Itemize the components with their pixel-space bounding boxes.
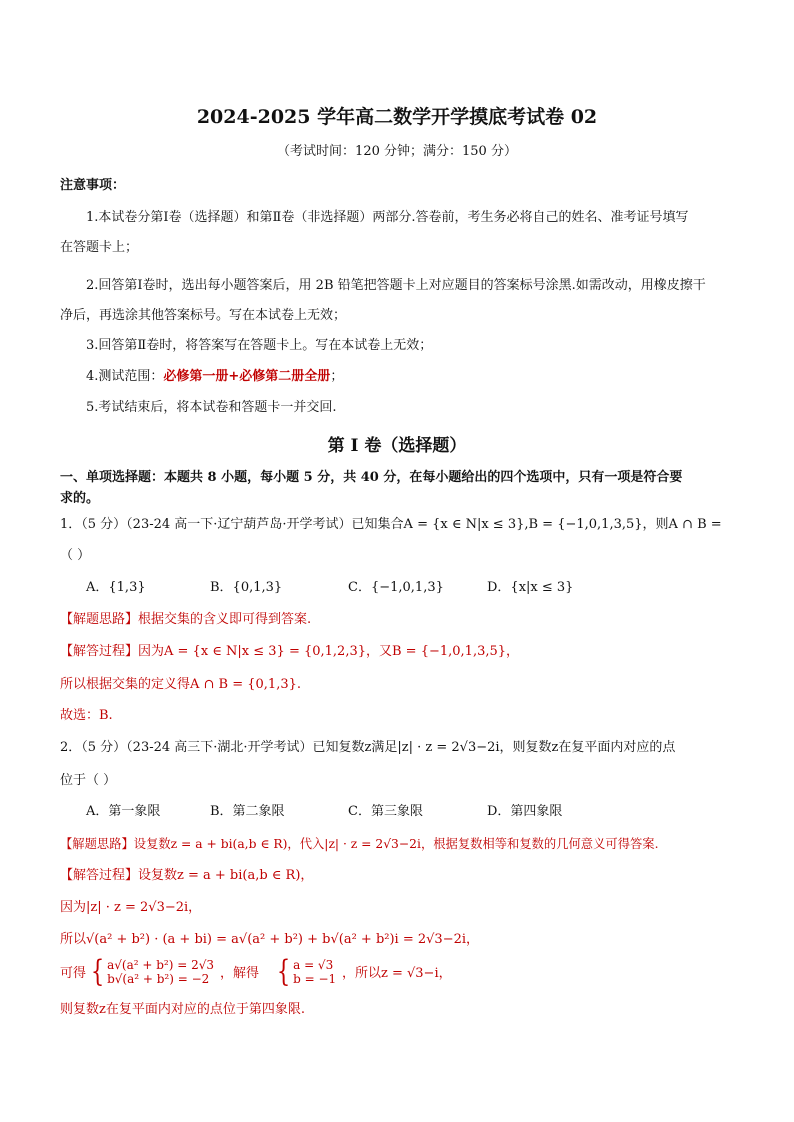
note-item-4-prefix: 4.测试范围： bbox=[86, 369, 164, 384]
q1-option-c: C．{−1,0,1,3} bbox=[348, 580, 444, 595]
note-item-4 bbox=[86, 367, 754, 387]
q2-system-prefix: 可得 bbox=[60, 966, 87, 981]
q2-option-b: B．第二象限 bbox=[210, 804, 285, 819]
note-item-3: 3.回答第Ⅱ卷时，将答案写在答题卡上。写在本试卷上无效； bbox=[86, 338, 433, 353]
left-brace-icon: { bbox=[276, 954, 291, 989]
notes-heading: 注意事项： bbox=[60, 178, 126, 193]
q2-solution-process: 【解答过程】设复数z = a + bi(a,b ∈ R)， bbox=[60, 868, 314, 883]
q2-stem-cont: 位于（ ） bbox=[60, 773, 117, 788]
q2-solution-step: 因为|z| · z = 2√3−2i， bbox=[60, 900, 202, 915]
q2-result: ，所以z = √3−i， bbox=[342, 966, 452, 981]
q2-solution-row-1: a = √3 bbox=[293, 958, 334, 972]
q1-solution-process-cont: 所以根据交集的定义得A ∩ B = {0,1,3}. bbox=[60, 677, 302, 692]
q2-system-line bbox=[60, 954, 754, 990]
note-item-1: 1.本试卷分第Ⅰ卷（选择题）和第Ⅱ卷（非选择题）两部分.答卷前，考生务必将自己的姓名、准考证号填写 bbox=[86, 210, 689, 225]
q2-stem: 2．（5 分）（23-24 高三下·湖北·开学考试）已知复数z满足|z| · z = 2√3−2i，则复数z在复平面内对应的点 bbox=[60, 740, 676, 755]
note-item-2-cont: 净后，再选涂其他答案标号。写在本试卷上无效； bbox=[60, 308, 347, 323]
q2-equation-system bbox=[88, 954, 214, 989]
note-item-2: 2.回答第Ⅰ卷时，选出每小题答案后，用 2B 铅笔把答题卡上对应题目的答案标号涂黑.如需改动，用橡皮擦干 bbox=[86, 278, 706, 293]
q2-solution-idea: 【解题思路】设复数z = a + bi(a,b ∈ R)，代入|z| · z = 2√3−2i，根据复数相等和复数的几何意义可得答案. bbox=[60, 837, 659, 851]
note-item-1-cont: 在答题卡上； bbox=[60, 240, 139, 255]
q2-solve-prefix: ，解得 bbox=[220, 966, 260, 981]
q1-option-d: D．{x|x ≤ 3} bbox=[487, 580, 574, 595]
section-intro: 一、单项选择题：本题共 8 小题，每小题 5 分，共 40 分，在每小题给出的四个选项中，只有一项是符合要 bbox=[60, 470, 683, 485]
q2-conclusion: 则复数z在复平面内对应的点位于第四象限. bbox=[60, 1002, 305, 1017]
page-subtitle: （考试时间：120 分钟；满分：150 分） bbox=[277, 144, 517, 159]
section-title: 第 I 卷（选择题） bbox=[327, 436, 467, 456]
q2-option-d: D．第四象限 bbox=[487, 804, 563, 819]
q1-option-b: B．{0,1,3} bbox=[210, 580, 283, 595]
q1-stem-cont: （ ） bbox=[60, 548, 91, 563]
note-item-4-suffix: ； bbox=[330, 369, 344, 384]
q2-solution-step-2: 所以√(a² + b²) · (a + bi) = a√(a² + b²) + b√(a² + b²)i = 2√3−2i， bbox=[60, 932, 480, 947]
q2-system-row-1: a√(a² + b²) = 2√3 bbox=[107, 958, 214, 972]
q1-stem: 1．（5 分）（23-24 高一下·辽宁葫芦岛·开学考试）已知集合A = {x ∈ N|x ≤ 3},B = {−1,0,1,3,5}，则A ∩ B = bbox=[60, 517, 722, 532]
page-title: 2024-2025 学年高二数学开学摸底考试卷 02 bbox=[196, 106, 598, 128]
q2-solution-system bbox=[274, 954, 337, 989]
test-scope: 必修第一册+必修第二册全册 bbox=[163, 369, 331, 384]
section-intro-cont: 求的。 bbox=[60, 491, 100, 506]
left-brace-icon: { bbox=[90, 954, 105, 989]
q2-option-c: C．第三象限 bbox=[348, 804, 423, 819]
q1-answer: 故选：B. bbox=[60, 708, 113, 723]
q2-option-a: A．第一象限 bbox=[86, 804, 161, 819]
q1-solution-idea: 【解题思路】根据交集的含义即可得到答案. bbox=[60, 612, 312, 627]
q2-solution-row-2: b = −1 bbox=[293, 972, 337, 986]
note-item-5: 5.考试结束后，将本试卷和答题卡一并交回. bbox=[86, 400, 337, 415]
q1-solution-process: 【解答过程】因为A = {x ∈ N|x ≤ 3} = {0,1,2,3}，又B = {−1,0,1,3,5}， bbox=[60, 644, 520, 659]
q2-system-row-2: b√(a² + b²) = −2 bbox=[107, 972, 210, 986]
q1-option-a: A．{1,3} bbox=[86, 580, 146, 595]
